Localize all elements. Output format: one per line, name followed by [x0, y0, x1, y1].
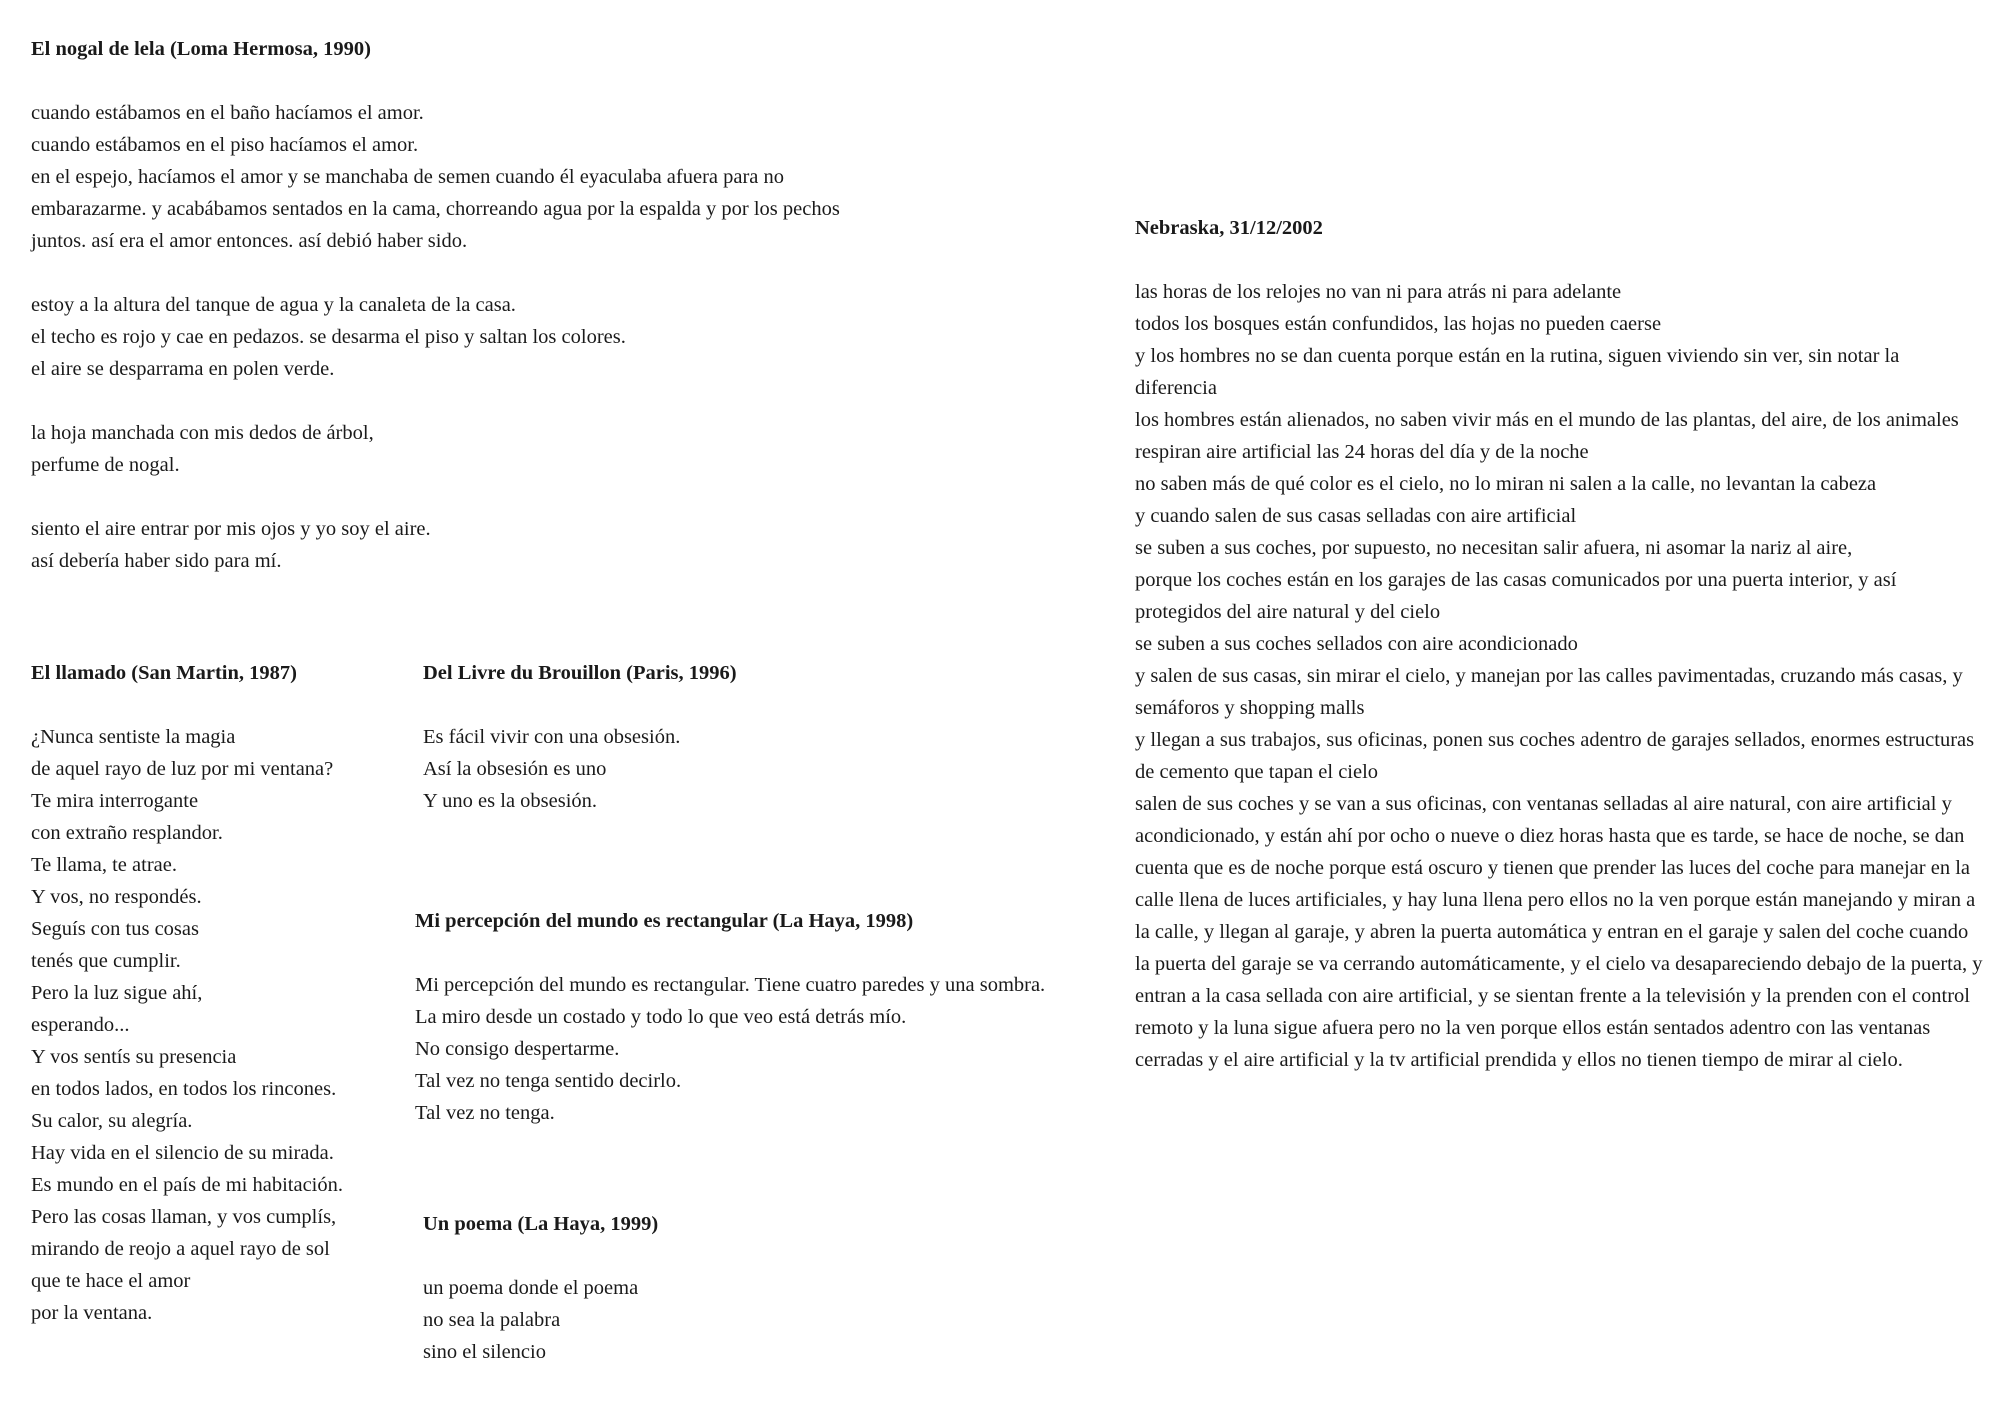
poem-line: por la ventana.: [31, 1302, 153, 1324]
poem-line: los hombres están alienados, no saben vivir más en el mundo de las plantas, del aire, de los animales: [1135, 409, 1959, 431]
poem-line: y salen de sus casas, sin mirar el cielo, y manejan por las calles pavimentadas, cruzando más casas, y semáforos y shopping malls: [1135, 665, 1963, 719]
poem-line: Hay vida en el silencio de su mirada.: [31, 1142, 334, 1164]
poem-line: mirando de reojo a aquel rayo de sol: [31, 1238, 330, 1260]
poem-line: sino el silencio: [423, 1341, 546, 1363]
poem-title: Mi percepción del mundo es rectangular (La Haya, 1998): [415, 910, 914, 932]
poem-line: perfume de nogal.: [31, 454, 180, 476]
poem-line: todos los bosques están confundidos, las hojas no pueden caerse: [1135, 313, 1662, 335]
poem-line: Seguís con tus cosas: [31, 918, 199, 940]
poem-line: La miro desde un costado y todo lo que veo está detrás mío.: [415, 1006, 907, 1028]
poem-un-poema: [423, 1208, 923, 1368]
poem-line: Tal vez no tenga sentido decirlo.: [415, 1070, 682, 1092]
poem-nebraska: [1135, 212, 1985, 1076]
poem-stanza: [423, 721, 1023, 817]
poem-el-nogal-de-lela: [31, 33, 1091, 577]
poem-line: porque los coches están en los garajes de las casas comunicados por una puerta interior, y así protegidos del aire natural y del cielo: [1135, 569, 1897, 623]
poem-line: Pero las cosas llaman, y vos cumplís,: [31, 1206, 337, 1228]
poem-line: Su calor, su alegría.: [31, 1110, 193, 1132]
poem-stanza: [31, 289, 1091, 385]
poem-line: juntos. así era el amor entonces. así debió haber sido.: [31, 230, 468, 252]
poem-stanza: [31, 721, 411, 1329]
poem-line: Así la obsesión es uno: [423, 758, 607, 780]
poem-line: Y vos sentís su presencia: [31, 1046, 237, 1068]
poem-line: Tal vez no tenga.: [415, 1102, 555, 1124]
poem-line: y los hombres no se dan cuenta porque están en la rutina, siguen viviendo sin ver, sin notar la diferencia: [1135, 345, 1900, 399]
poem-line: Pero la luz sigue ahí,: [31, 982, 203, 1004]
poem-line: Y vos, no respondés.: [31, 886, 202, 908]
poem-stanza: [423, 1272, 923, 1368]
poem-line: salen de sus coches y se van a sus oficinas, con ventanas selladas al aire natural, con aire artificial y acondicionado, y están ahí por ocho o nueve o diez horas hasta que es tarde, se hace de noche, se dan cuenta que es de noche porque está oscuro y tienen que prender las luces del coche para manejar en la calle llena de luces artificiales, y hay luna llena pero ellos no la ven porque están manejando y miran a la calle, y llegan al garaje, y abren la puerta automática y entran en el garaje y salen del coche cuando la puerta del garaje se va cerrando automáticamente, y el cielo va desapareciendo debajo de la puerta, y entran a la casa sellada con aire artificial, y se sientan frente a la televisión y la prenden con el control remoto y la luna sigue afuera pero no la ven porque ellos están sentados adentro con las ventanas cerradas y el aire artificial y la tv artificial prendida y ellos no tienen tiempo de mirar al cielo.: [1135, 793, 1983, 1071]
poem-line: la hoja manchada con mis dedos de árbol,: [31, 422, 374, 444]
poem-line: cuando estábamos en el piso hacíamos el amor.: [31, 134, 419, 156]
poem-stanza: [31, 417, 1091, 481]
poem-stanza: [1135, 276, 1985, 1076]
poem-line: ¿Nunca sentiste la magia: [31, 726, 236, 748]
poem-line: se suben a sus coches sellados con aire acondicionado: [1135, 633, 1578, 655]
poem-line: tenés que cumplir.: [31, 950, 181, 972]
poem-line: el techo es rojo y cae en pedazos. se desarma el piso y saltan los colores.: [31, 326, 626, 348]
poem-line: esperando...: [31, 1014, 130, 1036]
poem-line: se suben a sus coches, por supuesto, no necesitan salir afuera, ni asomar la nariz al aire,: [1135, 537, 1853, 559]
poem-line: Es fácil vivir con una obsesión.: [423, 726, 681, 748]
poem-line: en todos lados, en todos los rincones.: [31, 1078, 337, 1100]
poem-line: las horas de los relojes no van ni para atrás ni para adelante: [1135, 281, 1622, 303]
poem-title: Un poema (La Haya, 1999): [423, 1213, 659, 1235]
poem-line: así debería haber sido para mí.: [31, 550, 282, 572]
poem-line: embarazarme. y acabábamos sentados en la cama, chorreando agua por la espalda y por los pechos: [31, 198, 840, 220]
poem-stanza: [31, 513, 1091, 577]
poem-line: y cuando salen de sus casas selladas con aire artificial: [1135, 505, 1577, 527]
poem-line: Mi percepción del mundo es rectangular. Tiene cuatro paredes y una sombra.: [415, 974, 1046, 996]
poem-line: respiran aire artificial las 24 horas del día y de la noche: [1135, 441, 1589, 463]
poem-line: un poema donde el poema: [423, 1277, 639, 1299]
poem-title: El llamado (San Martin, 1987): [31, 662, 297, 684]
poem-line: cuando estábamos en el baño hacíamos el amor.: [31, 102, 424, 124]
poem-title: Nebraska, 31/12/2002: [1135, 217, 1323, 239]
poem-line: con extraño resplandor.: [31, 822, 223, 844]
poem-title: El nogal de lela (Loma Hermosa, 1990): [31, 38, 371, 60]
poem-line: Es mundo en el país de mi habitación.: [31, 1174, 343, 1196]
poem-el-llamado: [31, 657, 411, 1329]
poem-line: estoy a la altura del tanque de agua y la canaleta de la casa.: [31, 294, 516, 316]
poem-line: el aire se desparrama en polen verde.: [31, 358, 335, 380]
poem-mi-percepcion: [415, 905, 1135, 1129]
poem-line: no saben más de qué color es el cielo, no lo miran ni salen a la calle, no levantan la cabeza: [1135, 473, 1877, 495]
poem-stanza: [31, 97, 1091, 257]
poem-line: en el espejo, hacíamos el amor y se manchaba de semen cuando él eyaculaba afuera para no: [31, 166, 785, 188]
poem-line: No consigo despertarme.: [415, 1038, 620, 1060]
poem-del-livre-du-brouillon: [423, 657, 1023, 817]
poem-stanza: [415, 969, 1135, 1129]
poem-line: que te hace el amor: [31, 1270, 191, 1292]
poem-line: y llegan a sus trabajos, sus oficinas, ponen sus coches adentro de garajes sellados, enormes estructuras de cemento que tapan el cielo: [1135, 729, 1975, 783]
poem-line: Y uno es la obsesión.: [423, 790, 598, 812]
poem-title: Del Livre du Brouillon (Paris, 1996): [423, 662, 737, 684]
poem-line: Te mira interrogante: [31, 790, 199, 812]
poem-line: no sea la palabra: [423, 1309, 561, 1331]
poem-line: siento el aire entrar por mis ojos y yo soy el aire.: [31, 518, 431, 540]
poem-line: de aquel rayo de luz por mi ventana?: [31, 758, 334, 780]
poem-line: Te llama, te atrae.: [31, 854, 177, 876]
